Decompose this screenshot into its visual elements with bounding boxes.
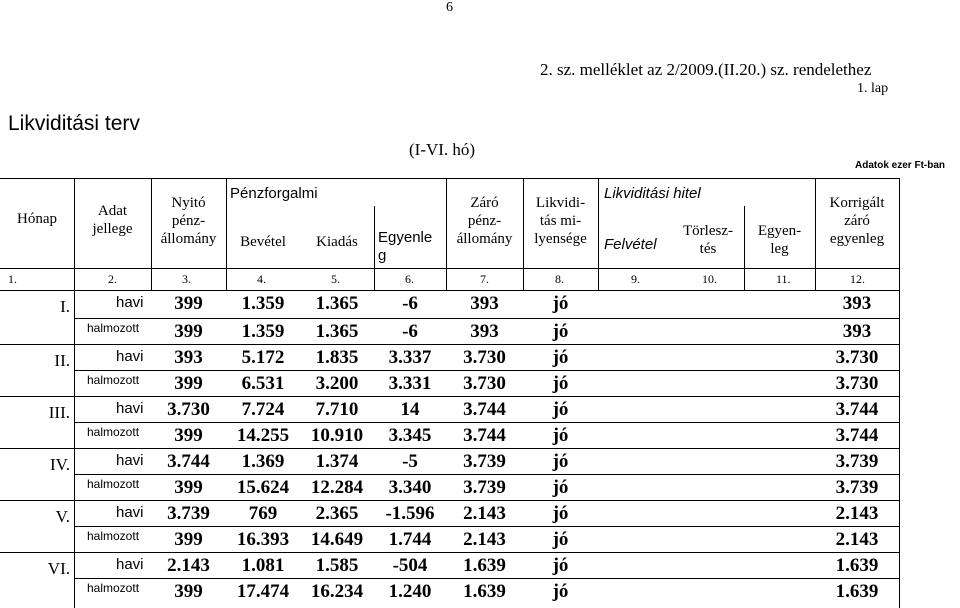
unit-note: Adatok ezer Ft-ban	[855, 160, 946, 171]
table-cell-bevetel: 1.359	[241, 321, 285, 342]
table-cell-zaro: 3.730	[463, 373, 506, 394]
annex-reference: 2. sz. melléklet az 2/2009.(II.20.) sz. rendelethez	[540, 60, 872, 79]
table-cell-egyenleg: -504	[392, 555, 428, 576]
table-cell-egyenleg: 3.345	[388, 425, 432, 446]
table-cell-likv: jó	[552, 293, 569, 314]
table-cell-kiadas: 2.365	[315, 503, 359, 524]
header-felvetel: Felvétel	[604, 236, 657, 253]
column-number: 12.	[850, 272, 865, 286]
table-cell-bevetel: 15.624	[236, 477, 290, 498]
month-label: I.	[60, 297, 70, 316]
column-number: 11.	[776, 272, 791, 286]
column-number: 1.	[8, 272, 17, 286]
table-cell-nyito: 393	[174, 347, 203, 368]
table-cell-bevetel: 1.081	[241, 555, 285, 576]
table-cell-zaro: 3.744	[463, 425, 506, 446]
header-bevetel: Bevétel	[240, 234, 286, 250]
table-cell-kiadas: 12.284	[310, 477, 364, 498]
column-number: 3.	[182, 272, 191, 286]
document-title: Likviditási terv	[8, 112, 140, 135]
data-kind-label: havi	[116, 556, 144, 573]
table-cell-egyenleg: -6	[402, 293, 418, 314]
table-cell-zaro: 3.739	[463, 451, 506, 472]
table-cell-likv: jó	[552, 503, 569, 524]
table-cell-kiadas: 10.910	[310, 425, 364, 446]
header-kiadas: Kiadás	[316, 234, 358, 250]
table-cell-nyito: 399	[174, 529, 203, 550]
table-cell-korr: 393	[842, 293, 872, 314]
table-cell-egyenleg: 3.331	[388, 373, 432, 394]
table-cell-nyito: 399	[174, 477, 203, 498]
table-cell-zaro: 1.639	[463, 581, 506, 602]
table-cell-kiadas: 3.200	[315, 373, 359, 394]
table-cell-nyito: 399	[174, 321, 203, 342]
table-cell-korr: 3.744	[835, 425, 879, 446]
table-cell-korr: 3.739	[835, 451, 879, 472]
data-kind-label: havi	[116, 400, 144, 417]
data-kind-label: halmozott	[87, 321, 140, 335]
column-number: 4.	[257, 272, 266, 286]
data-kind-label: halmozott	[87, 425, 140, 439]
sheet-label: 1. lap	[857, 81, 889, 96]
table-cell-egyenleg: 1.240	[388, 581, 432, 602]
header-honap: Hónap	[17, 211, 57, 227]
table-cell-zaro: 3.739	[463, 477, 506, 498]
column-number: 5.	[331, 272, 340, 286]
table-cell-nyito: 2.143	[167, 555, 210, 576]
page-number: 6	[446, 0, 453, 15]
column-number: 6.	[405, 272, 414, 286]
table-cell-egyenleg: -5	[402, 451, 418, 472]
table-cell-bevetel: 14.255	[236, 425, 290, 446]
table-cell-korr: 2.143	[835, 529, 879, 550]
data-kind-label: havi	[116, 504, 144, 521]
header-korrigalt: Korrigált záró egyenleg	[829, 195, 885, 247]
table-cell-egyenleg: -1.596	[385, 503, 435, 524]
table-cell-kiadas: 1.365	[315, 321, 359, 342]
table-cell-likv: jó	[552, 321, 569, 342]
header-adat-jellege: Adat jellege	[92, 203, 133, 237]
table-cell-egyenleg: 1.744	[388, 529, 432, 550]
table-cell-korr: 3.730	[835, 347, 879, 368]
table-cell-zaro: 3.730	[463, 347, 506, 368]
data-kind-label: havi	[116, 294, 144, 311]
data-kind-label: havi	[116, 452, 144, 469]
table-cell-zaro: 3.744	[463, 399, 506, 420]
header-penzforgalmi: Pénzforgalmi	[230, 185, 318, 202]
table-cell-egyenleg: -6	[402, 321, 418, 342]
header-egyen-leg: Egyen- leg	[757, 223, 802, 257]
header-likviditas: Likvidi- tás mi- lyensége	[534, 195, 587, 247]
month-label: II.	[54, 351, 70, 370]
table-cell-korr: 393	[842, 321, 872, 342]
table-cell-korr: 3.739	[835, 477, 879, 498]
table-cell-zaro: 2.143	[463, 503, 506, 524]
column-number: 7.	[480, 272, 489, 286]
column-number: 9.	[631, 272, 640, 286]
table-cell-zaro: 393	[470, 321, 499, 342]
table-cell-nyito: 399	[174, 581, 203, 602]
table-cell-kiadas: 1.835	[315, 347, 359, 368]
header-torlesztes: Törlesz- tés	[683, 223, 733, 257]
data-kind-label: halmozott	[87, 529, 140, 543]
header-likviditasi-hitel: Likviditási hitel	[604, 185, 701, 202]
table-cell-kiadas: 16.234	[310, 581, 364, 602]
table-cell-kiadas: 1.374	[315, 451, 359, 472]
table-cell-egyenleg: 14	[400, 399, 420, 420]
table-cell-kiadas: 7.710	[315, 399, 359, 420]
header-nyito: Nyitó pénz- állomány	[160, 195, 217, 247]
table-cell-nyito: 3.730	[167, 399, 210, 420]
table-cell-korr: 3.744	[835, 399, 879, 420]
table-cell-korr: 3.730	[835, 373, 879, 394]
table-cell-likv: jó	[552, 347, 569, 368]
period-label: (I-VI. hó)	[409, 140, 476, 159]
table-cell-bevetel: 17.474	[236, 581, 290, 602]
month-label: V.	[55, 507, 70, 526]
column-number: 10.	[702, 272, 717, 286]
table-cell-korr: 1.639	[835, 555, 879, 576]
table-cell-likv: jó	[552, 477, 569, 498]
data-kind-label: halmozott	[87, 373, 140, 387]
table-cell-nyito: 3.744	[167, 451, 210, 472]
header-egyenleg: Egyenle g	[378, 229, 433, 264]
table-cell-bevetel: 6.531	[241, 373, 285, 394]
table-cell-kiadas: 1.365	[315, 293, 359, 314]
table-cell-bevetel: 1.369	[241, 451, 285, 472]
table-cell-zaro: 393	[470, 293, 499, 314]
column-number: 2.	[108, 272, 117, 286]
table-cell-nyito: 3.739	[167, 503, 210, 524]
table-cell-bevetel: 7.724	[241, 399, 285, 420]
table-cell-likv: jó	[552, 399, 569, 420]
table-cell-likv: jó	[552, 373, 569, 394]
table-cell-kiadas: 1.585	[315, 555, 359, 576]
table-cell-kiadas: 14.649	[310, 529, 364, 550]
data-kind-label: havi	[116, 348, 144, 365]
table-cell-likv: jó	[552, 451, 569, 472]
data-kind-label: halmozott	[87, 477, 140, 491]
table-cell-bevetel: 769	[248, 503, 278, 524]
table-cell-bevetel: 5.172	[241, 347, 285, 368]
table-cell-likv: jó	[552, 425, 569, 446]
table-cell-bevetel: 1.359	[241, 293, 285, 314]
table-cell-korr: 2.143	[835, 503, 879, 524]
month-label: III.	[48, 403, 70, 422]
table-cell-likv: jó	[552, 555, 569, 576]
table-cell-korr: 1.639	[835, 581, 879, 602]
month-label: VI.	[47, 559, 70, 578]
table-cell-zaro: 1.639	[463, 555, 506, 576]
table-cell-nyito: 399	[174, 373, 203, 394]
table-cell-egyenleg: 3.340	[388, 477, 432, 498]
table-cell-bevetel: 16.393	[236, 529, 290, 550]
table-cell-egyenleg: 3.337	[388, 347, 432, 368]
table-cell-zaro: 2.143	[463, 529, 506, 550]
table-cell-likv: jó	[552, 529, 569, 550]
data-kind-label: halmozott	[87, 581, 140, 595]
month-label: IV.	[50, 455, 70, 474]
table-cell-nyito: 399	[174, 425, 203, 446]
column-number: 8.	[555, 272, 564, 286]
table-cell-nyito: 399	[174, 293, 203, 314]
header-zaro: Záró pénz- állomány	[456, 195, 513, 247]
table-cell-likv: jó	[552, 581, 569, 602]
